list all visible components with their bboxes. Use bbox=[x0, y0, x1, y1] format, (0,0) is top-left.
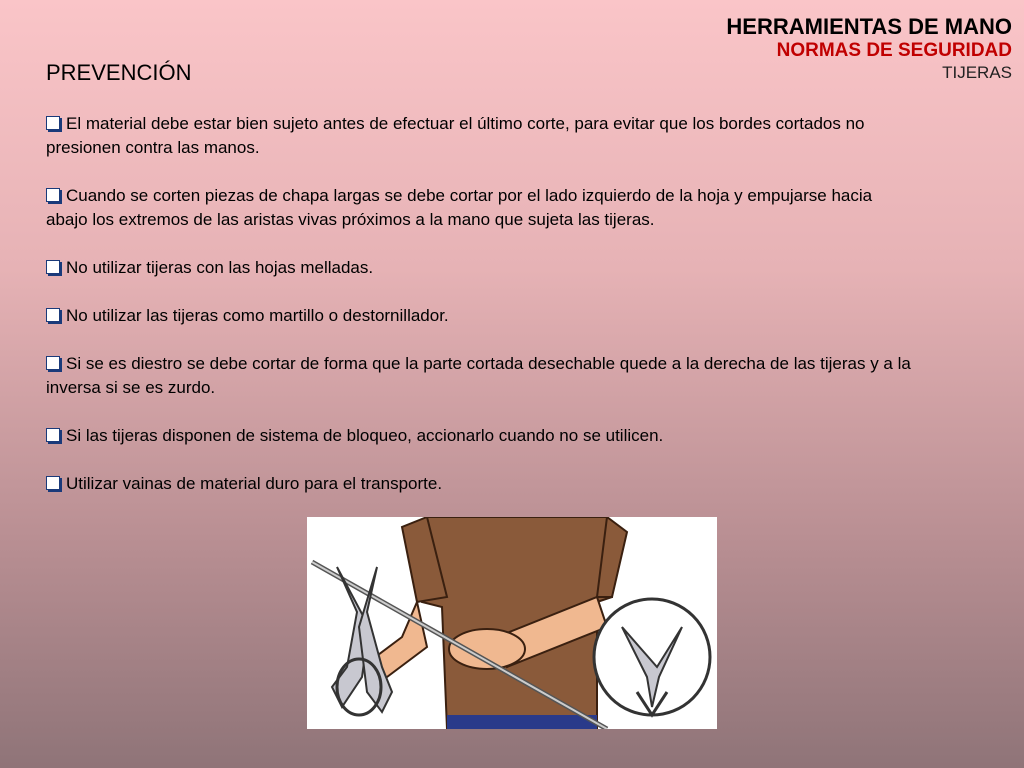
list-item bbox=[46, 472, 916, 496]
checkbox-bullet-icon bbox=[46, 428, 60, 442]
list-item-text: No utilizar tijeras con las hojas melladas. bbox=[66, 258, 374, 277]
list-item-text: No utilizar las tijeras como martillo o destornillador. bbox=[66, 306, 449, 325]
list-item-text: Si las tijeras disponen de sistema de bloqueo, accionarlo cuando no se utilicen. bbox=[66, 426, 664, 445]
list-item bbox=[46, 352, 916, 400]
checkbox-bullet-icon bbox=[46, 188, 60, 202]
list-item bbox=[46, 184, 916, 232]
list-item bbox=[46, 304, 916, 328]
list-item-text: Si se es diestro se debe cortar de forma que la parte cortada desechable quede a la derecha de las tijeras y a la inversa si se es zurdo. bbox=[46, 354, 911, 397]
shears-safety-illustration bbox=[307, 517, 717, 729]
list-item bbox=[46, 424, 916, 448]
checkbox-bullet-icon bbox=[46, 260, 60, 274]
list-item bbox=[46, 112, 916, 160]
list-item-text: Utilizar vainas de material duro para el transporte. bbox=[66, 474, 443, 493]
checkbox-bullet-icon bbox=[46, 356, 60, 370]
person-with-shears-illustration bbox=[307, 517, 717, 729]
header-topic: TIJERAS bbox=[942, 63, 1012, 82]
checkbox-bullet-icon bbox=[46, 308, 60, 322]
checkbox-bullet-icon bbox=[46, 476, 60, 490]
section-title: PREVENCIÓN bbox=[46, 60, 192, 85]
list-item-text: Cuando se corten piezas de chapa largas se debe cortar por el lado izquierdo de la hoja y empujarse hacia abajo los extremos de las aristas vivas próximos a la mano que sujeta las tijeras. bbox=[46, 186, 873, 229]
slide-header bbox=[726, 14, 1012, 84]
header-title: HERRAMIENTAS DE MANO bbox=[726, 14, 1012, 39]
checkbox-bullet-icon bbox=[46, 116, 60, 130]
bullet-list bbox=[46, 112, 916, 520]
list-item-text: El material debe estar bien sujeto antes de efectuar el último corte, para evitar que los bordes cortados no presionen contra las manos. bbox=[46, 114, 865, 157]
list-item bbox=[46, 256, 916, 280]
header-subtitle: NORMAS DE SEGURIDAD bbox=[776, 40, 1012, 61]
